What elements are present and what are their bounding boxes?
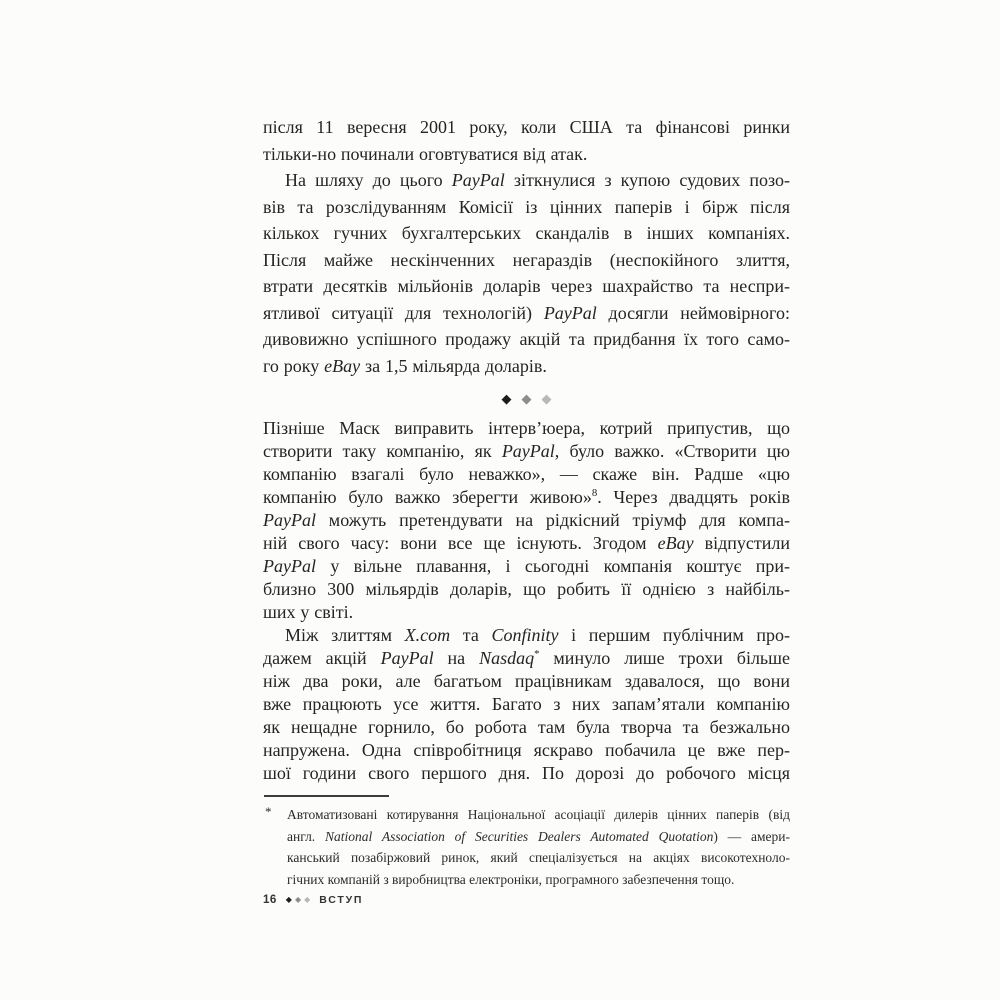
text-line: PayPal можуть претендувати на рідкісний тріумф для компа-: [263, 510, 790, 530]
text-line: вів та розслідуванням Комісії із цінних паперів і бірж після: [263, 196, 790, 217]
section-bottom: [263, 417, 790, 785]
chapter-title: ВСТУП: [319, 894, 364, 906]
text-line: На шляху до цього PayPal зіткнулися з купою судових позо-: [285, 170, 790, 190]
footer-diamond-icon: ◆: [294, 895, 302, 904]
footnote-marker: *: [265, 804, 272, 819]
text-line: втрати десятків мільйонів доларів через шахрайство та неспри-: [263, 276, 790, 296]
footnote-line: англ. National Association of Securities Dealers Automated Quotation) — амери-: [287, 828, 790, 844]
text-line: компанію було важко зберегти живою»$^8$. Через двадцять років: [263, 487, 790, 507]
text-line: ніж два роки, але багатьом працівникам здавалося, що вони: [263, 671, 790, 691]
section-divider-ornament: [263, 379, 790, 417]
text-line: PayPal у вільне плавання, і сьогодні компанія коштує при-: [263, 556, 790, 576]
footnote-line: Автоматизовані котирування Національної асоціації дилерів цінних паперів (від: [287, 807, 790, 822]
text-line: як нещадне горнило, бо робота там була творча та безжально: [263, 717, 790, 737]
text-line: дивовижно успішного продажу акцій та придбання їх того само-: [263, 329, 790, 349]
footnote-line: канський позабіржовий ринок, який спеціалізується на акціях високотехноло-: [287, 850, 790, 865]
divider-diamond-icon: ◆: [541, 390, 552, 406]
text-line: шої години свого першого дня. По дорозі до робочого місця: [263, 763, 790, 783]
page-footer: [263, 894, 363, 906]
text-line: дажем акцій PayPal на Nasdaq* минуло лише трохи більше: [263, 648, 790, 668]
text-line: ній свого часу: вони все ще існують. Згодом eBay відпустили: [263, 533, 790, 553]
footer-diamond-icon: ◆: [304, 895, 311, 904]
text-line: напружена. Одна співробітниця яскраво побачила це вже пер-: [263, 740, 790, 760]
footnote-lines: [287, 804, 790, 890]
footer-ornament: [286, 896, 310, 904]
text-line: вже працюють усе життя. Багато з них запам’ятали компанію: [263, 694, 790, 714]
text-line: Між злиттям X.com та Confinity і першим публічним про-: [285, 625, 790, 645]
footnote-rule: [264, 795, 389, 797]
section-top: [263, 114, 790, 379]
text-line: ших у світі.: [263, 602, 354, 622]
text-line: тільки-но починали оговтуватися від атак.: [263, 143, 588, 164]
text-line: Після майже нескінченних негараздів (неспокійного злиття,: [263, 249, 790, 270]
text-line: після 11 вересня 2001 року, коли США та фінансові ринки: [263, 117, 790, 137]
text-column: [263, 114, 790, 890]
divider-diamond-icon: ◆: [521, 390, 532, 406]
footer-diamond-icon: ◆: [285, 895, 292, 904]
text-line: го року eBay за 1,5 мільярда доларів.: [263, 355, 547, 376]
divider-diamond-icon: ◆: [501, 390, 512, 406]
footnote: [263, 804, 790, 890]
footnote-line: гічних компаній з виробництва електроніки, програмного забезпечення тощо.: [287, 871, 735, 887]
text-line: створити таку компанію, як PayPal, було важко. «Створити цю: [263, 441, 790, 461]
text-line: близно 300 мільярдів доларів, що робить її однією з найбіль-: [263, 579, 790, 599]
page-number: 16: [263, 894, 277, 906]
text-line: компанію взагалі було неважко», — скаже він. Радше «цю: [263, 464, 790, 484]
text-line: кількох гучних бухгалтерських скандалів в інших компаніях.: [263, 223, 790, 243]
text-line: ятливої ситуації для технологій) PayPal досягли неймовірного:: [263, 302, 790, 323]
text-line: Пізніше Маск виправить інтерв’юера, котрий припустив, що: [263, 418, 790, 438]
